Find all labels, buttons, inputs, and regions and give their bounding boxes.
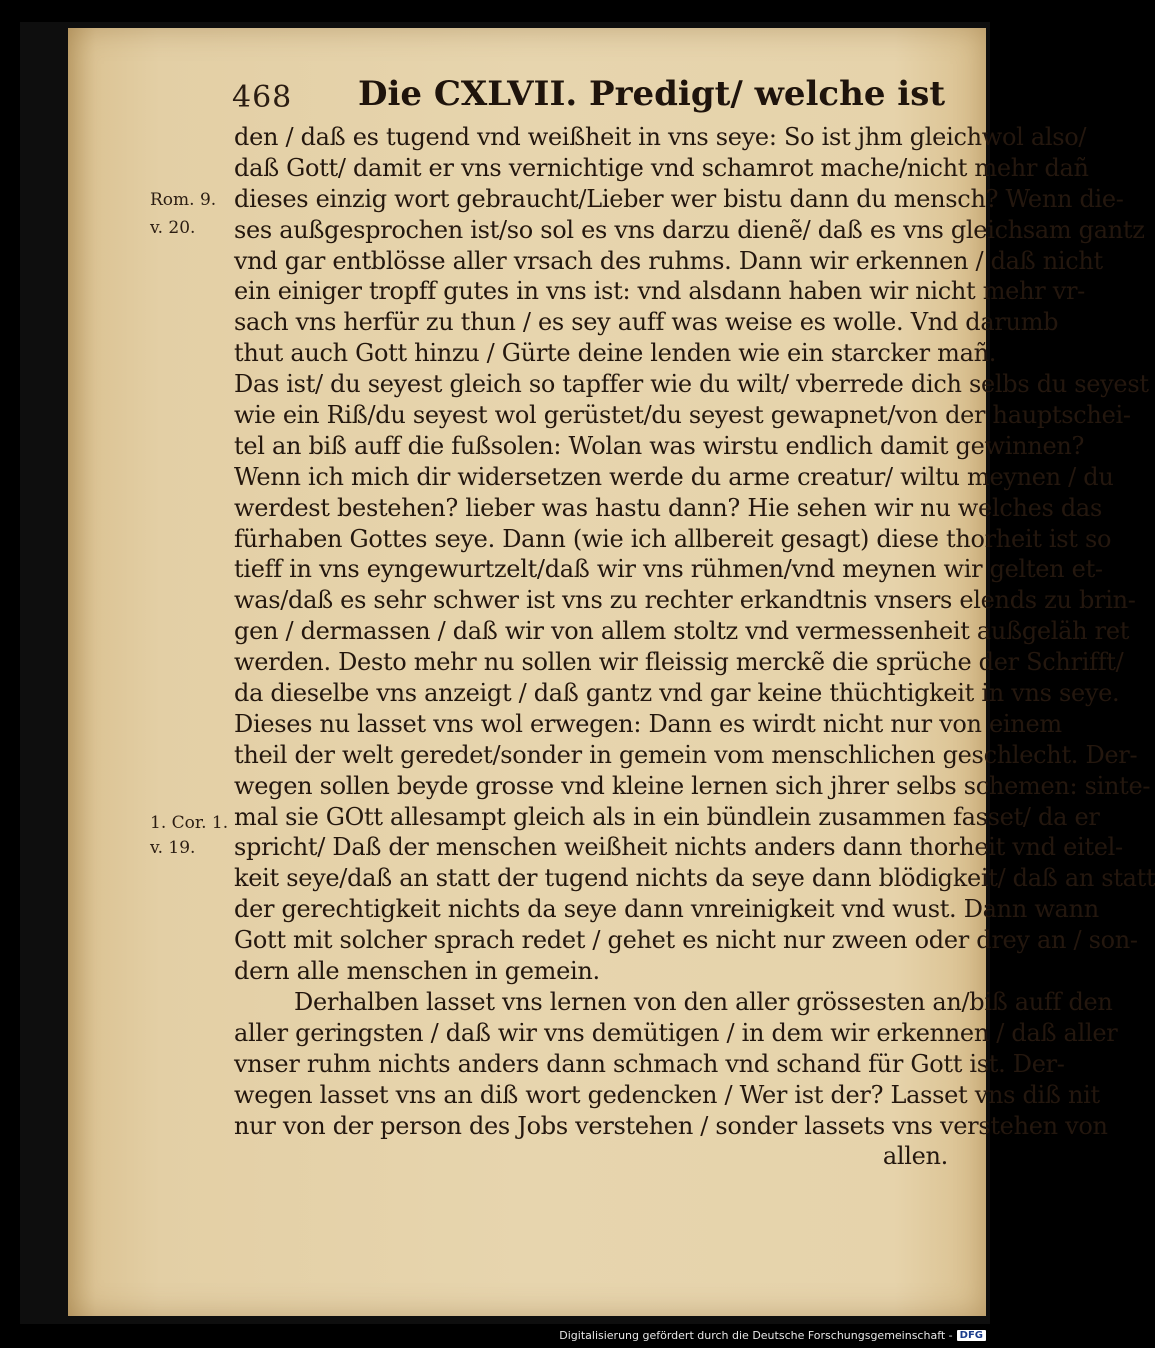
text-line: ses außgesprochen ist/so sol es vns darzu dienẽ/ daß es vns gleichsam gantz — [234, 215, 1145, 244]
text-line: gen / dermassen / daß wir von allem stoltz vnd vermessenheit außgeläh ret — [234, 617, 1130, 646]
margin-note-1-cor-1: 1. Cor. 1. — [150, 813, 229, 833]
footer-credit: Digitalisierung gefördert durch die Deutsche Forschungsgemeinschaft - — [559, 1329, 953, 1342]
text-line: tel an biß auff die fußsolen: Wolan was wirstu endlich damit gewinnen? — [234, 431, 1085, 460]
margin-note-rom-9: Rom. 9. — [150, 190, 217, 210]
text-line: tieff in vns eyngewurtzelt/daß wir vns rühmen/vnd meynen wir gelten et- — [234, 555, 1103, 584]
text-line: der gerechtigkeit nichts da seye dann vnreinigkeit vnd wust. Dann wann — [234, 895, 1099, 924]
text-line: nur von der person des Jobs verstehen / sonder lassets vns verstehen von — [234, 1111, 1108, 1140]
margin-note-v-19: v. 19. — [150, 838, 196, 858]
text-line: spricht/ Daß der menschen weißheit nichts anders dann thorheit vnd eitel- — [234, 833, 1123, 862]
footer — [559, 1329, 986, 1342]
text-line: Derhalben lasset vns lernen von den aller grössesten an/biß auff den — [294, 987, 1113, 1016]
text-line: werden. Desto mehr nu sollen wir fleissig merckẽ die sprüche der Schrifft/ — [234, 648, 1124, 677]
text-line: Das ist/ du seyest gleich so tapffer wie du wilt/ vberrede dich selbs du seyest — [234, 370, 1149, 399]
text-line: mal sie GOtt allesampt gleich als in ein bündlein zusammen fasset/ da er — [234, 802, 1100, 831]
text-line: dern alle menschen in gemein. — [234, 957, 600, 986]
body-text — [234, 122, 1155, 1172]
text-line: werdest bestehen? lieber was hastu dann? Hie sehen wir nu welches das — [234, 493, 1102, 522]
text-line: keit seye/daß an statt der tugend nichts da seye dann blödigkeit/ daß an statt — [234, 864, 1155, 893]
text-line: theil der welt geredet/sonder in gemein vom menschlichen geschlecht. Der- — [234, 740, 1138, 769]
text-line: sach vns herfür zu thun / es sey auff was weise es wolle. Vnd darumb — [234, 308, 1059, 337]
margin-note-v-20: v. 20. — [150, 218, 196, 238]
page-number: 468 — [232, 80, 293, 115]
text-line: wie ein Riß/du seyest wol gerüstet/du seyest gewapnet/von der hauptschei- — [234, 401, 1131, 430]
text-line: vnser ruhm nichts anders dann schmach vnd schand für Gott ist. Der- — [234, 1049, 1065, 1078]
running-head: Die CXLVII. Predigt/ welche ist — [358, 74, 946, 114]
text-line: da dieselbe vns anzeigt / daß gantz vnd gar keine thüchtigkeit in vns seye. — [234, 679, 1120, 708]
text-line: fürhaben Gottes seye. Dann (wie ich allbereit gesagt) diese thorheit ist so — [234, 524, 1112, 553]
text-line: wegen sollen beyde grosse vnd kleine lernen sich jhrer selbs schemen: sinte- — [234, 771, 1151, 800]
dfg-logo: DFG — [957, 1330, 986, 1341]
text-line: wegen lasset vns an diß wort gedencken / Wer ist der? Lasset vns diß nit — [234, 1080, 1100, 1109]
catchword: allen. — [882, 1142, 948, 1171]
text-line: daß Gott/ damit er vns vernichtige vnd schamrot mache/nicht mehr dañ — [234, 153, 1089, 182]
text-line: ein einiger tropff gutes in vns ist: vnd alsdann haben wir nicht mehr vr- — [234, 277, 1085, 306]
text-line: aller geringsten / daß wir vns demütigen / in dem wir erkennen / daß aller — [234, 1018, 1118, 1047]
text-line: Wenn ich mich dir widersetzen werde du arme creatur/ wiltu meynen / du — [234, 462, 1114, 491]
text-line: thut auch Gott hinzu / Gürte deine lenden wie ein starcker mañ. — [234, 339, 997, 368]
text-line: vnd gar entblösse aller vrsach des ruhms. Dann wir erkennen / daß nicht — [234, 246, 1103, 275]
text-line: den / daß es tugend vnd weißheit in vns seye: So ist jhm gleichwol also/ — [234, 123, 1087, 151]
text-line: Gott mit solcher sprach redet / gehet es nicht nur zween oder drey an / son- — [234, 926, 1138, 955]
text-line: dieses einzig wort gebraucht/Lieber wer bistu dann du mensch? Wenn die- — [234, 184, 1124, 213]
text-line: was/daß es sehr schwer ist vns zu rechter erkandtnis vnsers elends zu brin- — [234, 586, 1136, 615]
text-line: Dieses nu lasset vns wol erwegen: Dann es wirdt nicht nur von einem — [234, 709, 1062, 738]
